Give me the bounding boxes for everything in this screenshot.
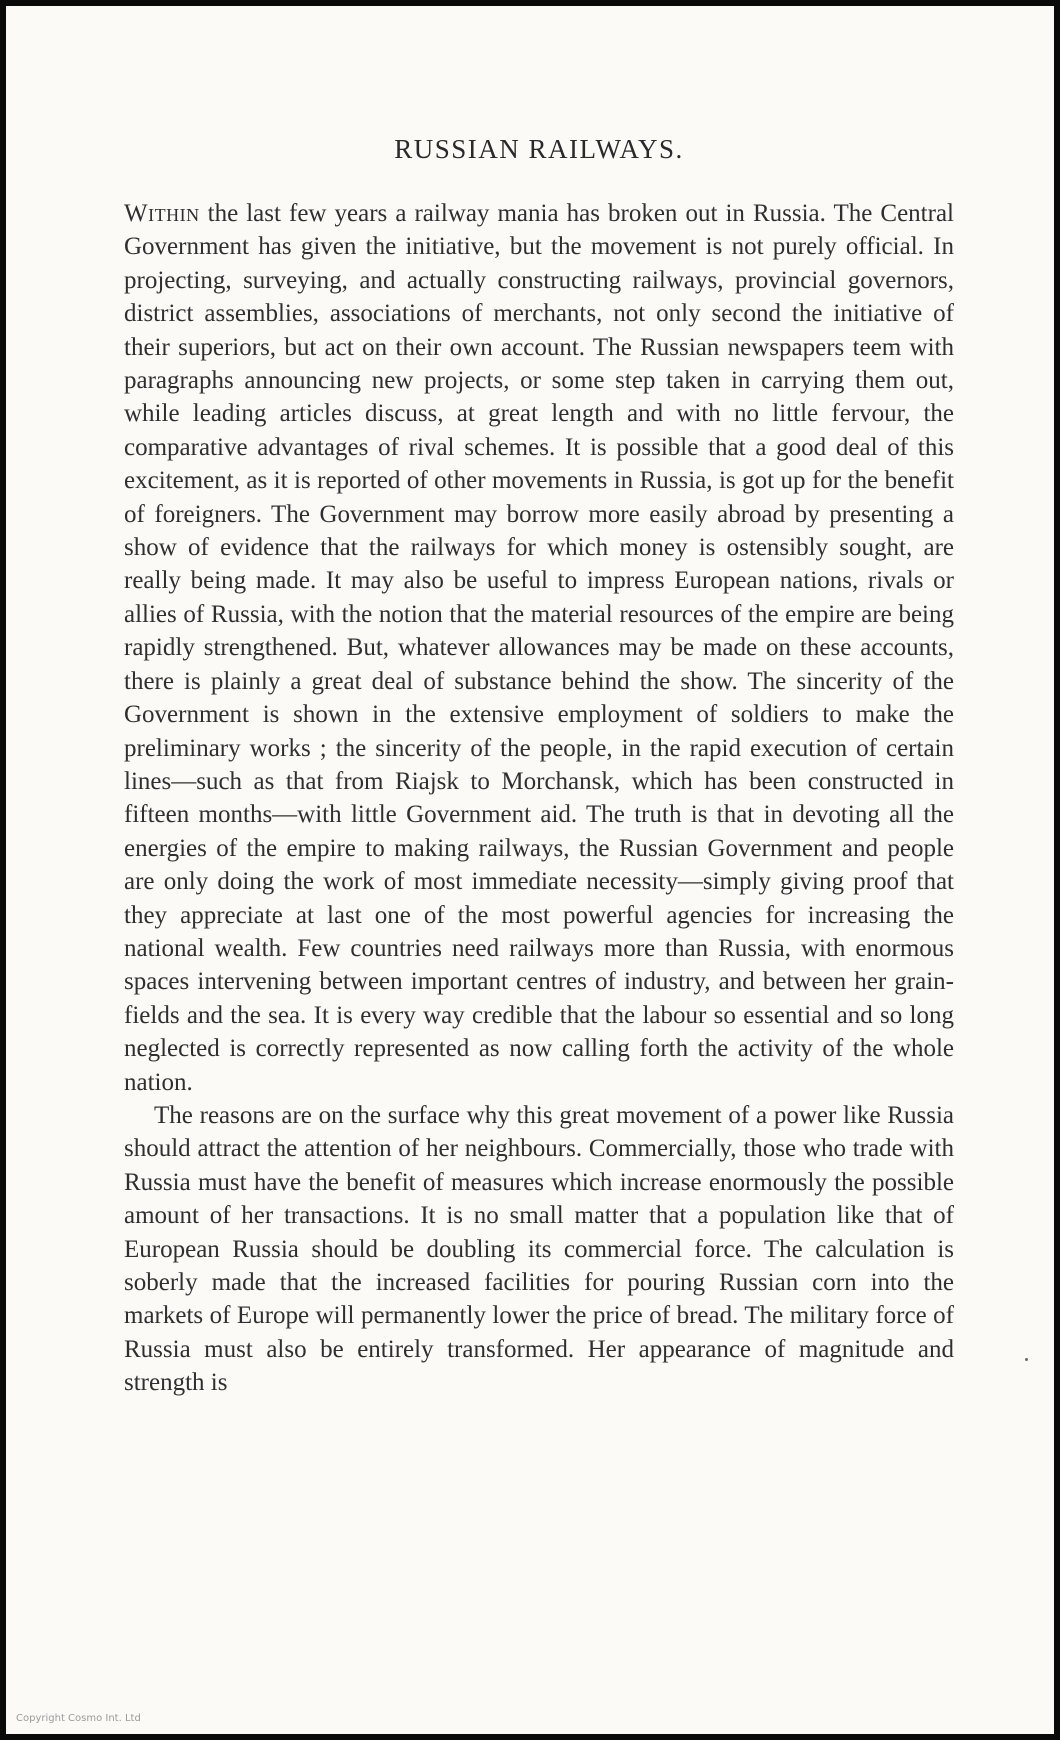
paragraph-1-text: the last few years a railway mania has broken out in Russia. The Central Government has given the initiative, but the movement is not purely official. In projecting, surveying, and actually constructing railways, provincial governors, district assemblies, associations of merchants, not only second the initiative of their superiors, but act on their own account. The Russian newspapers teem with paragraphs announcing new projects, or some step taken in carrying them out, while leading articles discuss, at great length and with no little fervour, the comparative advantages of rival schemes. It is possible that a good deal of this excitement, as it is reported of other movements in Russia, is got up for the benefit of foreigners. The Government may borrow more easily abroad by presenting a show of evidence that the railways for which money is ostensibly sought, are really being made. It may also be useful to impress European nations, rivals or allies of Russia, with the notion that the material resources of the empire are being rapidly strengthened. But, whatever allowances may be made on these accounts, there is plainly a great deal of substance behind the show. The sincerity of the Government is shown in the extensive employment of soldiers to make the preliminary works ; the sincerity of the people, in the rapid execution of certain lines—such as that from Riajsk to Morchansk, which has been constructed in fifteen months—with little Government aid. The truth is that in devoting all the energies of the empire to making railways, the Russian Government and people are only doing the work of most immediate necessity—simply giving proof that they appreciate at last one of the most powerful agencies for increasing the national wealth. Few countries need railways more than Russia, with enormous spaces intervening between important centres of industry, and between her grain-fields and the sea. It is every way credible that the labour so essential and so long neglected is correctly represented as now calling forth the activity of the whole nation. (124, 200, 954, 1096)
paragraph-1 (124, 197, 954, 1099)
copyright-watermark: Copyright Cosmo Int. Ltd (16, 1713, 141, 1724)
paper-speck (1025, 1358, 1028, 1361)
page-title: RUSSIAN RAILWAYS. (394, 134, 684, 164)
lead-word: Within (124, 200, 200, 227)
paragraph-2: The reasons are on the surface why this great movement of a power like Russia should attract the attention of her neighbours. Commercially, those who trade with Russia must have the benefit of measures which increase enormously the possible amount of her transactions. It is no small matter that a population like that of European Russia should be doubling its commercial force. The calculation is soberly made that the increased facilities for pouring Russian corn into the markets of Europe will permanently lower the price of bread. The military force of Russia must also be entirely transformed. Her appearance of magnitude and strength is (124, 1101, 954, 1397)
document-page (124, 134, 954, 1400)
